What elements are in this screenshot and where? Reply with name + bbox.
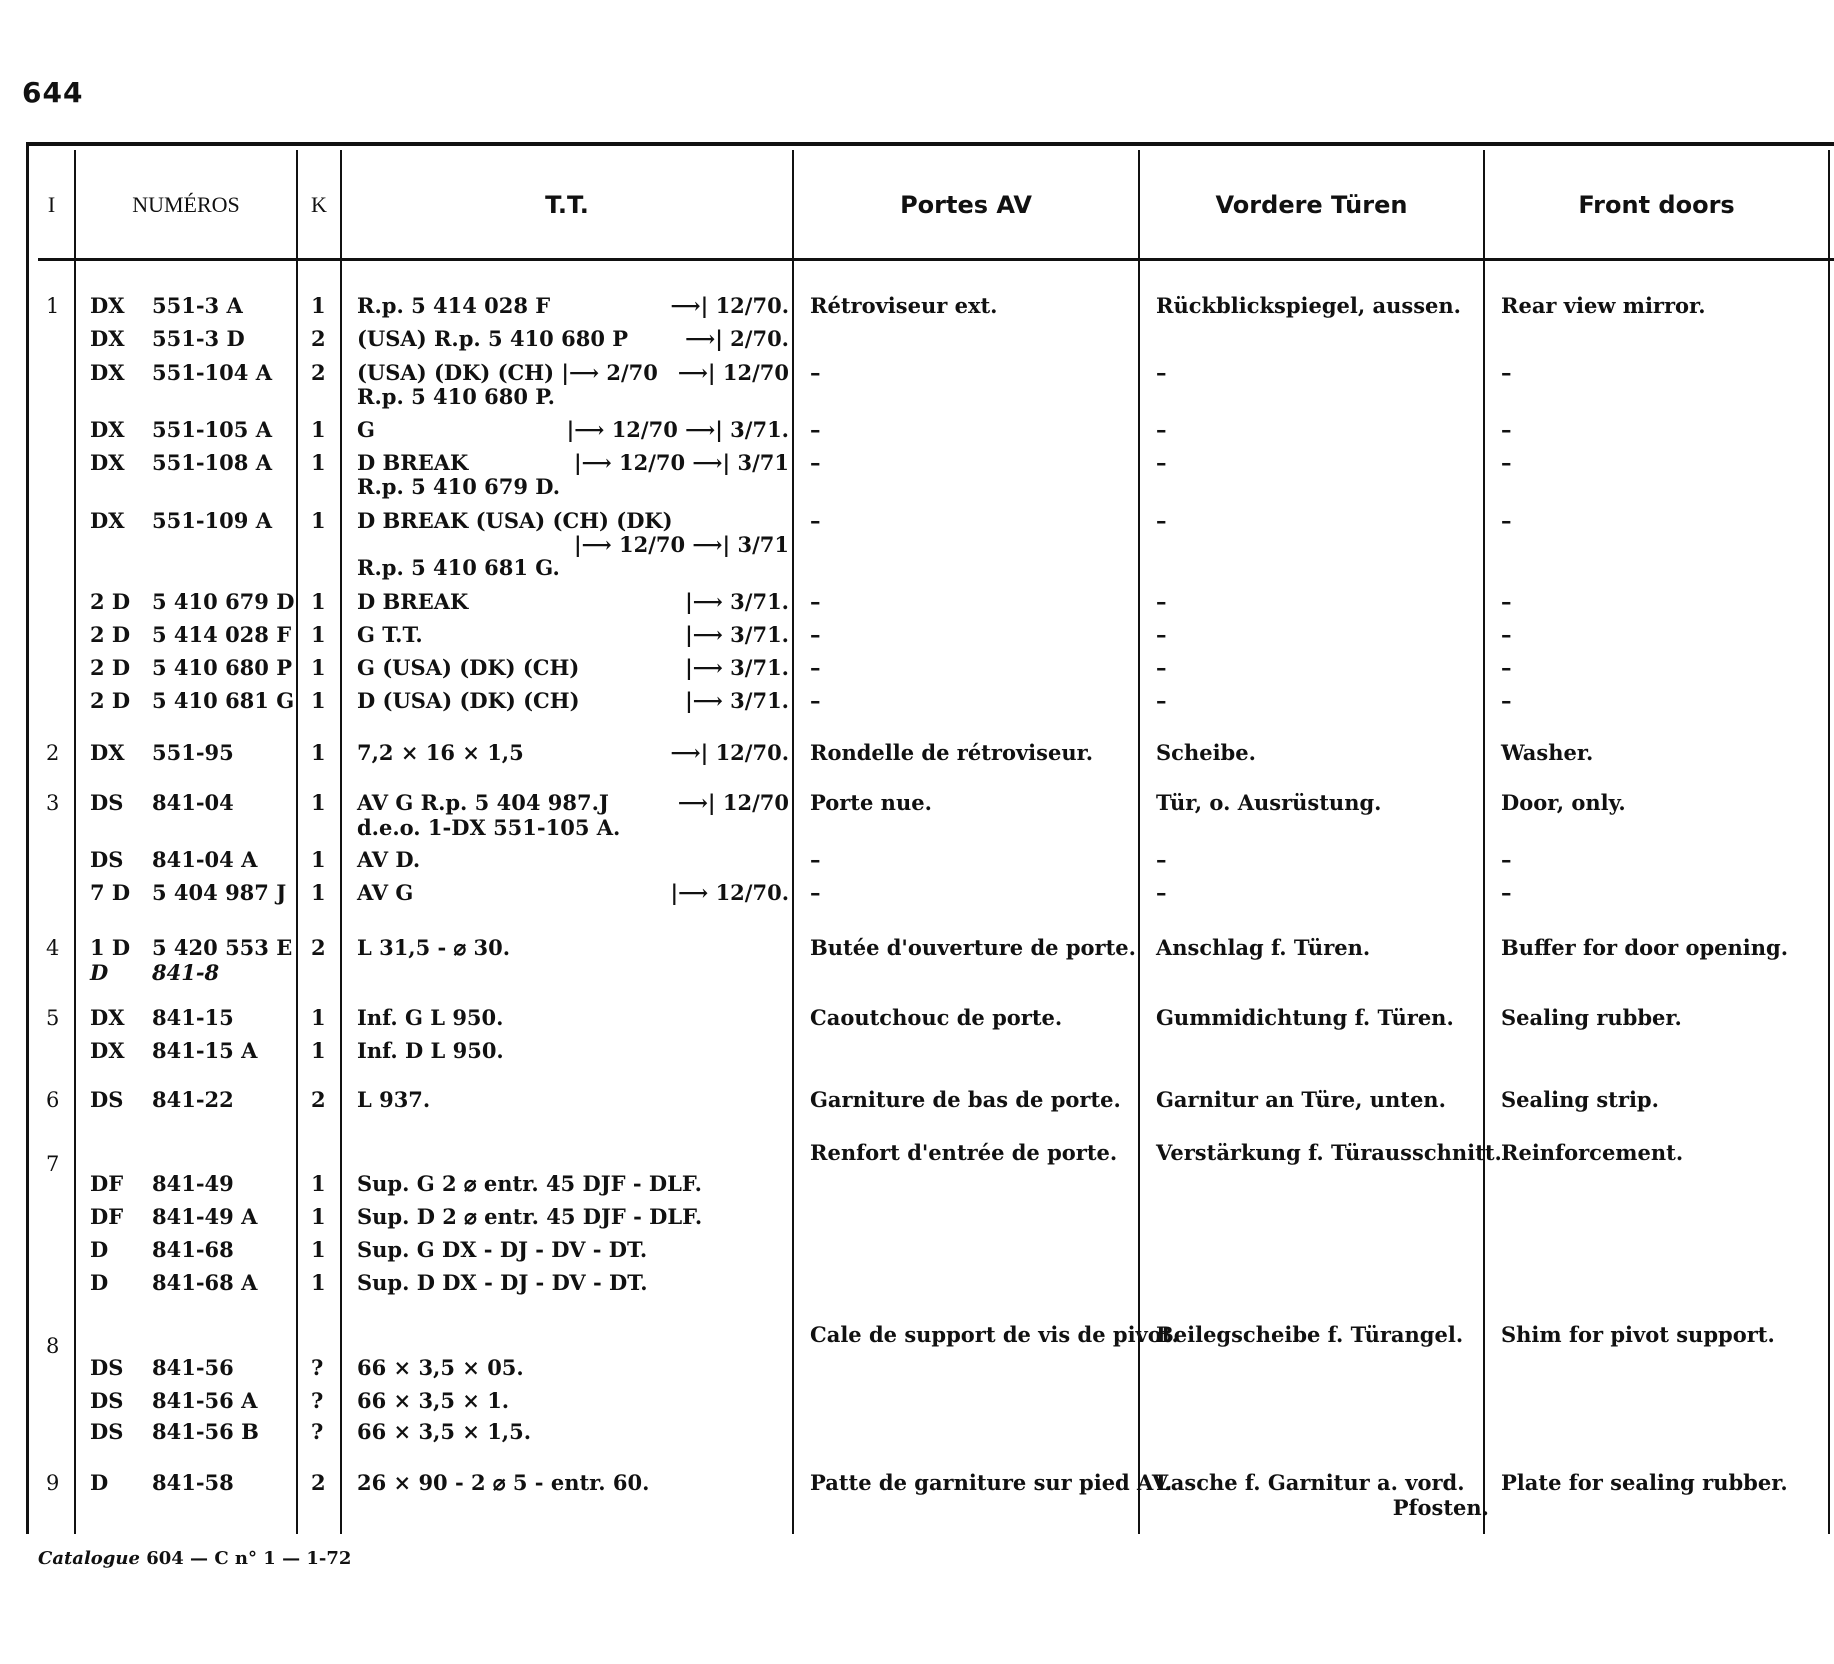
table-row xyxy=(0,587,1834,617)
desc-de: Scheibe. xyxy=(1156,740,1256,765)
item-number: 5 xyxy=(46,1006,60,1030)
part-prefix: DX xyxy=(90,508,125,533)
desc-fr: – xyxy=(810,360,821,385)
table-row xyxy=(0,1003,1834,1033)
date-range: ⟶| 12/70 xyxy=(677,790,789,815)
table-row xyxy=(0,845,1834,875)
desc-de: – xyxy=(1156,450,1167,475)
part-prefix: DS xyxy=(90,1419,124,1444)
tt-spec: G xyxy=(357,417,375,442)
desc-en: – xyxy=(1501,655,1512,680)
desc-fr: Caoutchouc de porte. xyxy=(810,1005,1063,1030)
table-row xyxy=(0,1202,1834,1232)
part-prefix: 2 D xyxy=(90,655,131,680)
date-range: |⟶ 3/71. xyxy=(685,688,789,713)
desc-de: – xyxy=(1156,589,1167,614)
header-fr: Portes AV xyxy=(900,191,1032,219)
tt-spec: Sup. D DX - DJ - DV - DT. xyxy=(357,1270,648,1295)
table-row xyxy=(0,472,1834,502)
part-prefix: DF xyxy=(90,1171,124,1196)
quantity: 1 xyxy=(311,740,326,765)
part-number: 5 404 987 J xyxy=(152,880,287,905)
desc-en: Door, only. xyxy=(1501,790,1626,815)
quantity: 2 xyxy=(311,326,326,351)
tt-spec: d.e.o. 1-DX 551-105 A. xyxy=(357,815,621,840)
part-prefix: DX xyxy=(90,1038,125,1063)
desc-fr: – xyxy=(810,589,821,614)
table-row xyxy=(0,958,1834,988)
part-prefix: 7 D xyxy=(90,880,131,905)
part-number: 841-04 xyxy=(152,790,234,815)
header-en: Front doors xyxy=(1578,191,1735,219)
part-number: 551-3 A xyxy=(152,293,243,318)
desc-en: Sealing strip. xyxy=(1501,1087,1659,1112)
quantity: 1 xyxy=(311,417,326,442)
tt-spec: AV D. xyxy=(357,847,421,872)
part-prefix: DS xyxy=(90,1355,124,1380)
part-number: 5 420 553 E xyxy=(152,935,293,960)
tt-spec: D (USA) (DK) (CH) xyxy=(357,688,580,713)
table-row xyxy=(0,738,1834,768)
desc-fr: Porte nue. xyxy=(810,790,932,815)
desc-de: – xyxy=(1156,622,1167,647)
table-row xyxy=(0,813,1834,843)
tt-spec: 7,2 × 16 × 1,5 xyxy=(357,740,524,765)
part-number: 841-58 xyxy=(152,1470,234,1495)
desc-en: Shim for pivot support. xyxy=(1501,1322,1775,1347)
quantity: 2 xyxy=(311,935,326,960)
desc-fr: – xyxy=(810,847,821,872)
part-prefix: D xyxy=(90,1270,109,1295)
item-number: 7 xyxy=(46,1152,60,1176)
part-number: 841-8 xyxy=(152,960,220,985)
table-row xyxy=(0,1493,1834,1523)
table-row xyxy=(0,382,1834,412)
part-number: 841-22 xyxy=(152,1087,234,1112)
part-prefix: 2 D xyxy=(90,622,131,647)
table-row xyxy=(0,291,1834,321)
part-number: 5 410 680 P xyxy=(152,655,293,680)
desc-de: Beilegscheibe f. Türangel. xyxy=(1156,1322,1464,1347)
item-number: 3 xyxy=(46,791,60,815)
desc-de: Verstärkung f. Türausschnitt. xyxy=(1156,1140,1502,1165)
table-row xyxy=(0,1169,1834,1199)
header-k: K xyxy=(311,192,327,217)
date-range: ⟶| 2/70. xyxy=(685,326,789,351)
desc-en: Buffer for door opening. xyxy=(1501,935,1789,960)
quantity: 1 xyxy=(311,688,326,713)
desc-fr: Cale de support de vis de pivot. xyxy=(810,1322,1179,1347)
quantity: 2 xyxy=(311,360,326,385)
part-prefix: DS xyxy=(90,790,124,815)
desc-en: Sealing rubber. xyxy=(1501,1005,1682,1030)
tt-spec: L 31,5 - ⌀ 30. xyxy=(357,935,511,960)
desc-de: – xyxy=(1156,847,1167,872)
desc-de: – xyxy=(1156,508,1167,533)
part-number: 5 410 681 G xyxy=(152,688,295,713)
desc-fr: – xyxy=(810,622,821,647)
quantity: 1 xyxy=(311,589,326,614)
part-prefix: DS xyxy=(90,1087,124,1112)
desc-de: Lasche f. Garnitur a. vord. xyxy=(1156,1470,1465,1495)
desc-de: – xyxy=(1156,655,1167,680)
tt-spec: R.p. 5 410 681 G. xyxy=(357,555,560,580)
part-prefix: DX xyxy=(90,450,125,475)
desc-en: – xyxy=(1501,589,1512,614)
desc-de: – xyxy=(1156,880,1167,905)
tt-spec: G (USA) (DK) (CH) xyxy=(357,655,580,680)
footer-edition: 604 — C n° 1 — 1-72 xyxy=(146,1548,352,1569)
part-prefix: DX xyxy=(90,360,125,385)
part-number: 841-56 A xyxy=(152,1388,258,1413)
part-number: 841-56 B xyxy=(152,1419,259,1444)
date-range: |⟶ 12/70 ⟶| 3/71 xyxy=(573,450,789,475)
tt-spec: (USA) R.p. 5 410 680 P xyxy=(357,326,629,351)
footer-catalogue: Catalogue xyxy=(38,1548,140,1569)
desc-fr: – xyxy=(810,655,821,680)
quantity: 1 xyxy=(311,880,326,905)
part-prefix: DX xyxy=(90,293,125,318)
table-row xyxy=(0,1353,1834,1383)
date-range: |⟶ 12/70 ⟶| 3/71 xyxy=(573,532,789,557)
quantity: 1 xyxy=(311,1171,326,1196)
part-number: 5 414 028 F xyxy=(152,622,292,647)
item-number: 9 xyxy=(46,1471,60,1495)
desc-de: Anschlag f. Türen. xyxy=(1156,935,1371,960)
desc-en: Washer. xyxy=(1501,740,1594,765)
tt-spec: Sup. D 2 ⌀ entr. 45 DJF - DLF. xyxy=(357,1204,703,1229)
table-row xyxy=(0,415,1834,445)
footer xyxy=(38,1548,351,1569)
part-number: 551-95 xyxy=(152,740,234,765)
table-row xyxy=(0,620,1834,650)
header-tt: T.T. xyxy=(545,191,589,219)
part-number: 841-68 xyxy=(152,1237,234,1262)
desc-fr: – xyxy=(810,450,821,475)
quantity: 1 xyxy=(311,293,326,318)
part-prefix: DS xyxy=(90,1388,124,1413)
desc-fr: – xyxy=(810,417,821,442)
table-row xyxy=(0,1085,1834,1115)
tt-spec: D BREAK (USA) (CH) (DK) xyxy=(357,508,673,533)
date-range: |⟶ 3/71. xyxy=(685,622,789,647)
part-prefix: DX xyxy=(90,1005,125,1030)
table-row xyxy=(0,1268,1834,1298)
header-de: Vordere Türen xyxy=(1215,191,1408,219)
quantity: 1 xyxy=(311,1005,326,1030)
part-prefix: DS xyxy=(90,847,124,872)
part-prefix: D xyxy=(90,1237,109,1262)
desc-fr: Rétroviseur ext. xyxy=(810,293,998,318)
header-numeros: NUMÉROS xyxy=(132,192,240,217)
desc-de: Tür, o. Ausrüstung. xyxy=(1156,790,1382,815)
table-row xyxy=(0,1417,1834,1447)
tt-spec: Inf. D L 950. xyxy=(357,1038,504,1063)
part-number: 551-109 A xyxy=(152,508,272,533)
part-prefix: 2 D xyxy=(90,688,131,713)
part-prefix: 1 D xyxy=(90,935,131,960)
part-prefix: DX xyxy=(90,417,125,442)
desc-en: – xyxy=(1501,847,1512,872)
desc-fr: Renfort d'entrée de porte. xyxy=(810,1140,1118,1165)
table-row xyxy=(0,1386,1834,1416)
desc-de: Gummidichtung f. Türen. xyxy=(1156,1005,1454,1030)
desc-en: Rear view mirror. xyxy=(1501,293,1706,318)
quantity: 1 xyxy=(311,847,326,872)
quantity: ? xyxy=(311,1388,324,1413)
date-range: |⟶ 3/71. xyxy=(685,655,789,680)
part-number: 841-15 xyxy=(152,1005,234,1030)
part-number: 551-104 A xyxy=(152,360,272,385)
quantity: 1 xyxy=(311,1237,326,1262)
page-number: 644 xyxy=(22,76,84,109)
quantity: 1 xyxy=(311,1204,326,1229)
part-number: 5 410 679 D xyxy=(152,589,295,614)
quantity: ? xyxy=(311,1419,324,1444)
desc-de-continued: Pfosten. xyxy=(1392,1495,1489,1520)
part-prefix: DX xyxy=(90,740,125,765)
date-range: ⟶| 12/70. xyxy=(670,740,789,765)
part-prefix: 2 D xyxy=(90,589,131,614)
desc-en: – xyxy=(1501,880,1512,905)
tt-spec: L 937. xyxy=(357,1087,431,1112)
tt-spec: R.p. 5 410 680 P. xyxy=(357,384,555,409)
part-prefix: D xyxy=(90,1470,109,1495)
tt-spec: Inf. G L 950. xyxy=(357,1005,504,1030)
tt-spec: G T.T. xyxy=(357,622,423,647)
desc-en: – xyxy=(1501,688,1512,713)
desc-de: – xyxy=(1156,688,1167,713)
desc-de: Garnitur an Türe, unten. xyxy=(1156,1087,1446,1112)
table-row xyxy=(0,653,1834,683)
quantity: 1 xyxy=(311,655,326,680)
table-row xyxy=(0,1235,1834,1265)
desc-de: Rückblickspiegel, aussen. xyxy=(1156,293,1461,318)
header-i: I xyxy=(47,192,56,217)
item-number: 4 xyxy=(46,936,60,960)
part-number: 841-49 xyxy=(152,1171,234,1196)
quantity: 1 xyxy=(311,622,326,647)
part-number: 551-105 A xyxy=(152,417,272,442)
part-number: 841-15 A xyxy=(152,1038,258,1063)
desc-fr: – xyxy=(810,688,821,713)
quantity: 1 xyxy=(311,508,326,533)
tt-spec: D BREAK xyxy=(357,589,469,614)
desc-en: – xyxy=(1501,417,1512,442)
tt-spec: 66 × 3,5 × 05. xyxy=(357,1355,524,1380)
table-top-border xyxy=(26,142,1834,146)
item-number: 1 xyxy=(46,294,60,318)
tt-spec: 66 × 3,5 × 1,5. xyxy=(357,1419,532,1444)
part-prefix: DX xyxy=(90,326,125,351)
quantity: ? xyxy=(311,1355,324,1380)
tt-spec: R.p. 5 410 679 D. xyxy=(357,474,561,499)
desc-en: – xyxy=(1501,450,1512,475)
desc-fr: – xyxy=(810,880,821,905)
tt-spec: 66 × 3,5 × 1. xyxy=(357,1388,510,1413)
tt-spec: Sup. G 2 ⌀ entr. 45 DJF - DLF. xyxy=(357,1171,702,1196)
tt-spec: (USA) (DK) (CH) |⟶ 2/70 xyxy=(357,360,658,385)
table-row xyxy=(0,878,1834,908)
quantity: 1 xyxy=(311,450,326,475)
tt-spec: AV G xyxy=(357,880,414,905)
desc-en: – xyxy=(1501,360,1512,385)
tt-spec: D BREAK xyxy=(357,450,469,475)
date-range: ⟶| 12/70 xyxy=(677,360,789,385)
desc-fr: Garniture de bas de porte. xyxy=(810,1087,1121,1112)
item-number: 2 xyxy=(46,741,60,765)
part-number: 551-108 A xyxy=(152,450,272,475)
part-number: 551-3 D xyxy=(152,326,245,351)
part-number: 841-68 A xyxy=(152,1270,258,1295)
part-prefix: DF xyxy=(90,1204,124,1229)
table-row xyxy=(0,1036,1834,1066)
part-number: 841-49 A xyxy=(152,1204,258,1229)
desc-de: – xyxy=(1156,360,1167,385)
desc-fr: Butée d'ouverture de porte. xyxy=(810,935,1136,960)
date-range: ⟶| 12/70. xyxy=(670,293,789,318)
part-prefix: D xyxy=(90,960,109,985)
item-number: 8 xyxy=(46,1334,60,1358)
part-number: 841-04 A xyxy=(152,847,258,872)
table-row xyxy=(0,553,1834,583)
desc-fr: – xyxy=(810,508,821,533)
tt-spec: Sup. G DX - DJ - DV - DT. xyxy=(357,1237,648,1262)
date-range: |⟶ 12/70. xyxy=(670,880,789,905)
table-row xyxy=(0,324,1834,354)
date-range: |⟶ 12/70 ⟶| 3/71. xyxy=(566,417,789,442)
tt-spec: AV G R.p. 5 404 987.J xyxy=(357,790,609,815)
desc-en: – xyxy=(1501,508,1512,533)
desc-de: – xyxy=(1156,417,1167,442)
quantity: 2 xyxy=(311,1087,326,1112)
item-number: 6 xyxy=(46,1088,60,1112)
desc-fr: Patte de garniture sur pied AV. xyxy=(810,1470,1172,1495)
tt-spec: 26 × 90 - 2 ⌀ 5 - entr. 60. xyxy=(357,1470,650,1495)
part-number: 841-56 xyxy=(152,1355,234,1380)
quantity: 1 xyxy=(311,1038,326,1063)
desc-fr: Rondelle de rétroviseur. xyxy=(810,740,1094,765)
desc-en: – xyxy=(1501,622,1512,647)
quantity: 1 xyxy=(311,790,326,815)
desc-en: Reinforcement. xyxy=(1501,1140,1684,1165)
table-row xyxy=(0,686,1834,716)
tt-spec: R.p. 5 414 028 F xyxy=(357,293,551,318)
desc-en: Plate for sealing rubber. xyxy=(1501,1470,1788,1495)
quantity: 1 xyxy=(311,1270,326,1295)
quantity: 2 xyxy=(311,1470,326,1495)
date-range: |⟶ 3/71. xyxy=(685,589,789,614)
